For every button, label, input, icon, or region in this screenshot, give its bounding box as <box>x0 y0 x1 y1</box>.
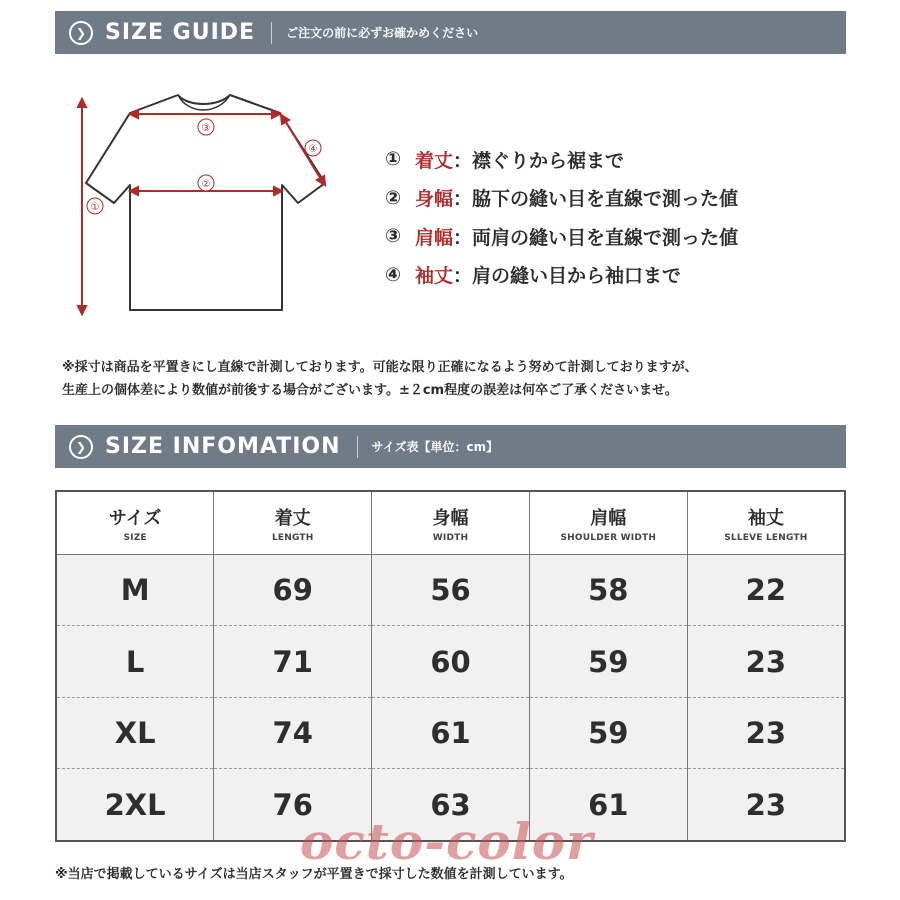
cell-shoulder: 59 <box>529 626 687 697</box>
marker-shoulder: ③ <box>201 123 211 134</box>
header-shoulder <box>529 491 687 555</box>
cell-width: 60 <box>372 626 530 697</box>
cell-length: 76 <box>214 769 372 841</box>
size-guide-subtitle: ご注文の前に必ずお確かめください <box>286 26 479 40</box>
legend-description: ：襟ぐりから裾まで <box>453 149 625 172</box>
legend-item-width <box>385 179 738 218</box>
size-info-banner <box>55 425 846 468</box>
marker-length: ① <box>90 202 100 213</box>
banner-divider <box>271 22 272 44</box>
header-label-jp: 肩幅 <box>590 507 627 529</box>
cell-shoulder: 59 <box>529 697 687 768</box>
legend-term: 着丈 <box>415 149 454 172</box>
cell-length: 71 <box>214 626 372 697</box>
table-header-row <box>56 491 845 555</box>
measurement-note-line2: 生産上の個体差により数値が前後する場合がございます。±２cm程度の誤差は何卒ご了承くださいませ。 <box>62 383 678 398</box>
header-length <box>214 491 372 555</box>
cell-length: 74 <box>214 697 372 768</box>
cell-size: 2XL <box>56 769 214 841</box>
legend-number: ② <box>385 186 402 209</box>
header-label-en: SHOULDER WIDTH <box>560 532 657 543</box>
marker-sleeve: ④ <box>308 144 318 155</box>
header-label-jp: 袖丈 <box>747 507 784 529</box>
size-info-subtitle: サイズ表【単位：cm】 <box>371 440 499 454</box>
cell-shoulder: 61 <box>529 769 687 841</box>
legend-term: 肩幅 <box>415 226 454 249</box>
legend-description: ：脇下の縫い目を直線で測った値 <box>453 188 739 211</box>
legend-term: 身幅 <box>415 188 454 211</box>
header-label-en: SLLEVE LENGTH <box>724 532 808 543</box>
header-sleeve <box>687 491 845 555</box>
legend-item-shoulder <box>385 217 738 256</box>
header-label-en: SIZE <box>123 532 147 543</box>
header-label-en: WIDTH <box>432 532 469 543</box>
size-table <box>55 490 846 842</box>
size-info-title: SIZE INFOMATION <box>105 434 341 459</box>
size-guide-title: SIZE GUIDE <box>105 20 256 45</box>
chevron-right-circle-icon: ❯ <box>69 435 93 459</box>
legend-number: ③ <box>385 225 402 248</box>
cell-shoulder: 58 <box>529 555 687 626</box>
header-label-jp: サイズ <box>108 507 162 529</box>
legend-term: 袖丈 <box>415 265 454 288</box>
cell-size: M <box>56 555 214 626</box>
cell-width: 61 <box>372 697 530 768</box>
header-width <box>372 491 530 555</box>
cell-width: 56 <box>372 555 530 626</box>
size-guide-banner <box>55 11 846 54</box>
header-size <box>56 491 214 555</box>
measurement-note <box>62 356 852 402</box>
cell-size: L <box>56 626 214 697</box>
cell-width: 63 <box>372 769 530 841</box>
footer-note: ※当店で掲載しているサイズは当店スタッフが平置きで採寸した数値を計測しています。 <box>55 867 573 882</box>
cell-sleeve: 23 <box>687 626 845 697</box>
measurement-legend <box>385 140 738 294</box>
legend-number: ① <box>385 148 402 171</box>
header-label-jp: 身幅 <box>432 507 469 529</box>
tshirt-measurement-diagram <box>70 85 340 320</box>
cell-size: XL <box>56 697 214 768</box>
legend-item-length <box>385 140 738 179</box>
legend-description: ：両肩の縫い目を直線で測った値 <box>453 226 739 249</box>
header-label-en: LENGTH <box>271 532 314 543</box>
table-row <box>56 626 845 697</box>
measurement-note-line1: ※採寸は商品を平置きにし直線で計測しております。可能な限り正確になるよう努めて計測しておりますが、 <box>62 360 698 375</box>
table-row <box>56 555 845 626</box>
table-row <box>56 697 845 768</box>
watermark: octo-color <box>300 812 594 871</box>
cell-length: 69 <box>214 555 372 626</box>
legend-number: ④ <box>385 263 402 286</box>
cell-sleeve: 22 <box>687 555 845 626</box>
cell-sleeve: 23 <box>687 769 845 841</box>
marker-width: ② <box>201 179 211 190</box>
header-label-jp: 着丈 <box>274 507 311 529</box>
chevron-right-circle-icon: ❯ <box>69 21 93 45</box>
legend-item-sleeve <box>385 256 738 295</box>
legend-description: ：肩の縫い目から袖口まで <box>453 265 682 288</box>
cell-sleeve: 23 <box>687 697 845 768</box>
banner-divider <box>357 436 358 458</box>
